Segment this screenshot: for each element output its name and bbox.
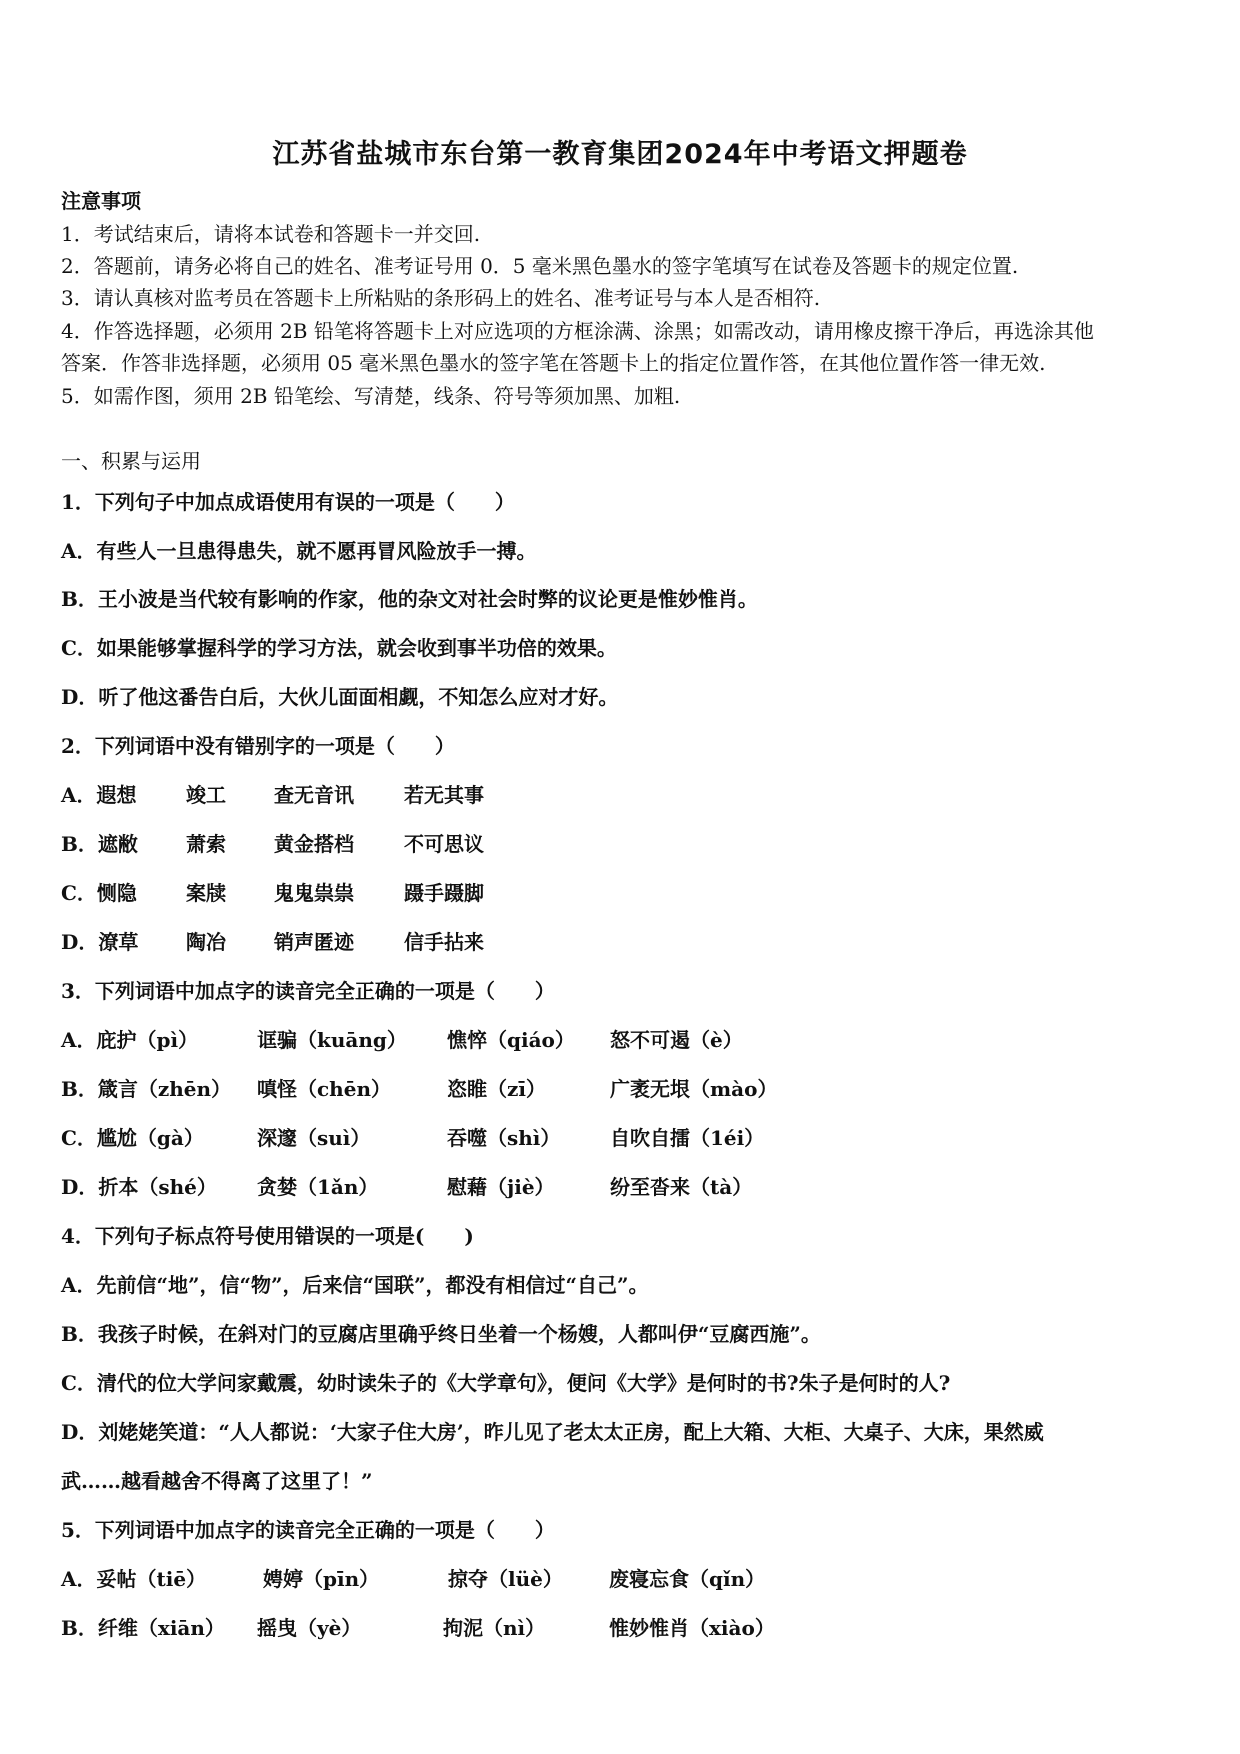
question-1-option-d: D．听了他这番告白后，大伙儿面面相觑，不知怎么应对才好。 — [61, 685, 619, 709]
option-word: 若无其事 — [404, 783, 484, 807]
question-2-option-b — [61, 831, 1161, 857]
section-heading: 一、积累与运用 — [61, 449, 201, 473]
option-word: 慰藉（jiè） — [447, 1175, 555, 1199]
option-word: 诓骗（kuāng） — [257, 1028, 407, 1052]
option-word: C．恻隐 — [61, 881, 137, 905]
question-5-option-b — [61, 1615, 1161, 1641]
option-word: 信手拈来 — [404, 930, 484, 954]
question-1-option-b: B．王小波是当代较有影响的作家，他的杂文对社会时弊的议论更是惟妙惟肖。 — [61, 587, 758, 611]
option-word: B．箴言（zhēn） — [61, 1077, 232, 1101]
question-1-option-a: A．有些人一旦患得患失，就不愿再冒风险放手一搏。 — [61, 539, 537, 563]
option-word: 惟妙惟肖（xiào） — [609, 1616, 775, 1640]
option-word: 嗔怪（chēn） — [257, 1077, 391, 1101]
option-word: 销声匿迹 — [274, 930, 354, 954]
notes-item-2: 2．答题前，请务必将自己的姓名、准考证号用 0．5 毫米黑色墨水的签字笔填写在试卷及答题卡的规定位置. — [61, 254, 1019, 278]
question-4-stem: 4．下列句子标点符号使用错误的一项是( ) — [61, 1224, 474, 1248]
notes-heading: 注意事项 — [61, 189, 141, 213]
question-3-stem: 3．下列词语中加点字的读音完全正确的一项是（ ） — [61, 979, 555, 1003]
notes-item-4: 4．作答选择题，必须用 2B 铅笔将答题卡上对应选项的方框涂满、涂黑；如需改动，请用橡皮擦干净后，再选涂其他 — [61, 319, 1094, 343]
question-2-option-c — [61, 880, 1161, 906]
question-4-option-a: A．先前信“地”，信“物”，后来信“国联”，都没有相信过“自己”。 — [61, 1273, 649, 1297]
option-word: 怒不可遏（è） — [610, 1028, 743, 1052]
option-word: 自吹自擂（1éi） — [610, 1126, 765, 1150]
question-1-stem: 1．下列句子中加点成语使用有误的一项是（ ） — [61, 490, 515, 514]
option-word: D．潦草 — [61, 930, 139, 954]
option-word: 掠夺（lüè） — [448, 1567, 563, 1591]
option-word: 废寝忘食（qǐn） — [609, 1567, 766, 1591]
option-word: B．遮敝 — [61, 832, 138, 856]
option-word: 憔悴（qiáo） — [447, 1028, 575, 1052]
option-word: 蹑手蹑脚 — [404, 881, 484, 905]
option-word: 娉婷（pīn） — [263, 1567, 380, 1591]
question-2-stem: 2．下列词语中没有错别字的一项是（ ） — [61, 734, 455, 758]
option-word: 黄金搭档 — [274, 832, 354, 856]
option-word: 竣工 — [186, 783, 226, 807]
option-word: 恣睢（zī） — [447, 1077, 546, 1101]
question-2-option-a — [61, 782, 1161, 808]
option-word: A．妥帖（tiē） — [61, 1567, 207, 1591]
question-3-option-b — [61, 1076, 1161, 1102]
option-word: 查无音讯 — [274, 783, 354, 807]
question-4-option-d: D．刘姥姥笑道：“人人都说：‘大家子住大房’，昨儿见了老太太正房，配上大箱、大柜、大桌子、大床，果然威 — [61, 1420, 1044, 1444]
option-word: 陶冶 — [186, 930, 226, 954]
option-word: 深邃（suì） — [257, 1126, 371, 1150]
option-word: B．纤维（xiān） — [61, 1616, 225, 1640]
option-word: D．折本（shé） — [61, 1175, 217, 1199]
option-word: 纷至沓来（tà） — [610, 1175, 753, 1199]
question-3-option-d — [61, 1174, 1161, 1200]
option-word: 广袤无垠（mào） — [610, 1077, 778, 1101]
option-word: 案牍 — [186, 881, 226, 905]
notes-item-3: 3．请认真核对监考员在答题卡上所粘贴的条形码上的姓名、准考证号与本人是否相符. — [61, 286, 821, 310]
option-word: 贪婪（1ǎn） — [257, 1175, 379, 1199]
question-2-option-d — [61, 929, 1161, 955]
question-4-option-d-cont: 武……越看越舍不得离了这里了！” — [61, 1469, 373, 1493]
question-4-option-c: C．清代的位大学问家戴震，幼时读朱子的《大学章句》，便问《大学》是何时的书?朱子是何时的人? — [61, 1371, 951, 1395]
question-1-option-c: C．如果能够掌握科学的学习方法，就会收到事半功倍的效果。 — [61, 636, 617, 660]
question-3-option-a — [61, 1027, 1161, 1053]
option-word: 摇曳（yè） — [257, 1616, 362, 1640]
option-word: 鬼鬼祟祟 — [274, 881, 354, 905]
option-word: 吞噬（shì） — [447, 1126, 561, 1150]
notes-item-5: 5．如需作图，须用 2B 铅笔绘、写清楚，线条、符号等须加黑、加粗. — [61, 384, 681, 408]
option-word: 不可思议 — [404, 832, 484, 856]
notes-item-4-cont: 答案．作答非选择题，必须用 05 毫米黑色墨水的签字笔在答题卡上的指定位置作答，在其他位置作答一律无效. — [61, 351, 1046, 375]
option-word: A．遐想 — [61, 783, 137, 807]
option-word: C．尴尬（gà） — [61, 1126, 204, 1150]
question-3-option-c — [61, 1125, 1161, 1151]
option-word: A．庇护（pì） — [61, 1028, 199, 1052]
page-title: 江苏省盐城市东台第一教育集团2024年中考语文押题卷 — [272, 139, 968, 170]
option-word: 拘泥（nì） — [443, 1616, 546, 1640]
question-5-option-a — [61, 1566, 1161, 1592]
notes-item-1: 1．考试结束后，请将本试卷和答题卡一并交回. — [61, 222, 481, 246]
question-5-stem: 5．下列词语中加点字的读音完全正确的一项是（ ） — [61, 1518, 555, 1542]
question-4-option-b: B．我孩子时候，在斜对门的豆腐店里确乎终日坐着一个杨嫂，人都叫伊“豆腐西施”。 — [61, 1322, 821, 1346]
option-word: 萧索 — [186, 832, 226, 856]
